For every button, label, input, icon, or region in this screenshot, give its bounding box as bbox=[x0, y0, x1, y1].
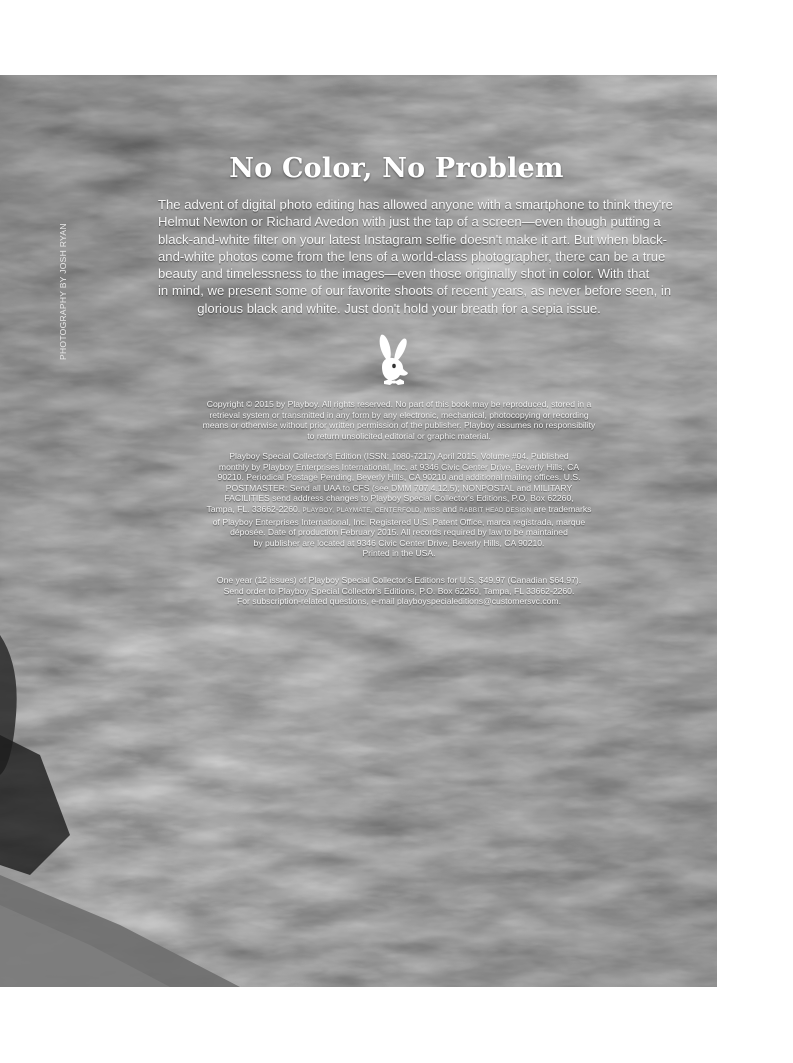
subscription-notice bbox=[176, 575, 622, 607]
page-title: No Color, No Problem bbox=[229, 153, 564, 184]
subscription-line: Send order to Playboy Special Collector's Editions, P.O. Box 62260, Tampa, FL 33662-2260. bbox=[223, 585, 575, 596]
subscription-line: For subscription-related questions, e-mail playboyspecialeditions@customersvc.com. bbox=[237, 596, 561, 607]
copyright-line: means or otherwise without prior written permission of the publisher. Playboy assumes no responsibility bbox=[202, 420, 596, 431]
publication-line: of Playboy Enterprises International, Inc. Registered U.S. Patent Office, marca registrada, marque bbox=[212, 516, 586, 527]
trademark-and: and bbox=[440, 503, 460, 514]
intro-line: and-white photos come from the lens of a world-class photographer, there can be a true bbox=[158, 248, 666, 264]
trademark-suffix: are trademarks bbox=[531, 503, 592, 514]
publication-line: FACILITIES send address changes to Playboy Special Collector's Editions, P.O. Box 62260, bbox=[224, 493, 574, 504]
subscription-line: One year (12 issues) of Playboy Special Collector's Editions for U.S. $49.97 (Canadian $64.97). bbox=[216, 575, 582, 585]
trademark-line bbox=[176, 504, 622, 517]
intro-line: glorious black and white. Just don't hold your breath for a sepia issue. bbox=[197, 300, 601, 316]
trademark-prefix: Tampa, FL. 33662-2260. bbox=[206, 503, 303, 514]
intro-line: black-and-white filter on your latest Instagram selfie doesn't make it art. But when black- bbox=[158, 231, 668, 247]
publication-line: déposée. Date of production February 2015. All records required by law to be maintained bbox=[230, 527, 568, 538]
intro-line: Helmut Newton or Richard Avedon with just the tap of a screen—even though putting a bbox=[158, 214, 661, 230]
publication-line: POSTMASTER: Send all UAA to CFS (see DMM 707.4.12.5); NONPOSTAL and MILITARY bbox=[225, 482, 573, 493]
publication-notice bbox=[176, 451, 622, 559]
photo-credit: PHOTOGRAPHY BY JOSH RYAN bbox=[58, 223, 68, 360]
trademark-design: RABBIT HEAD DESIGN bbox=[459, 506, 532, 514]
copyright-line: to return unsolicited editorial or graphic material. bbox=[307, 430, 491, 441]
publication-line: 90210. Periodical Postage Pending, Beverly Hills, CA 90210 and additional mailing offices. U.S. bbox=[217, 472, 581, 483]
intro-paragraph bbox=[158, 196, 673, 317]
publication-line: Printed in the USA. bbox=[362, 548, 436, 559]
publication-line: by publisher are located at 9346 Civic Center Drive, Beverly Hills, CA 90210. bbox=[253, 537, 545, 548]
publication-line: Playboy Special Collector's Edition (ISSN: 1080-7217) April 2015. Volume #04. Published bbox=[229, 451, 569, 461]
copyright-line: Copyright © 2015 by Playboy. All rights reserved. No part of this book may be reproduced, stored in a bbox=[206, 399, 592, 409]
trademark-marks: PLAYBOY, PLAYMATE, CENTERFOLD, MISS bbox=[302, 506, 441, 514]
copyright-line: retrieval system or transmitted in any form by any electronic, mechanical, photocopying or recording bbox=[209, 409, 589, 420]
intro-line: The advent of digital photo editing has allowed anyone with a smartphone to think they're bbox=[158, 197, 673, 212]
copyright-notice bbox=[176, 399, 622, 441]
intro-line: in mind, we present some of our favorite shoots of recent years, as never before seen, in bbox=[158, 283, 672, 299]
intro-line: beauty and timelessness to the images—even those originally shot in color. With that bbox=[158, 266, 650, 282]
rabbit-head-logo-icon bbox=[370, 333, 414, 387]
publication-line: monthly by Playboy Enterprises International, Inc. at 9346 Civic Center Drive, Beverly Hills, CA bbox=[218, 461, 580, 472]
